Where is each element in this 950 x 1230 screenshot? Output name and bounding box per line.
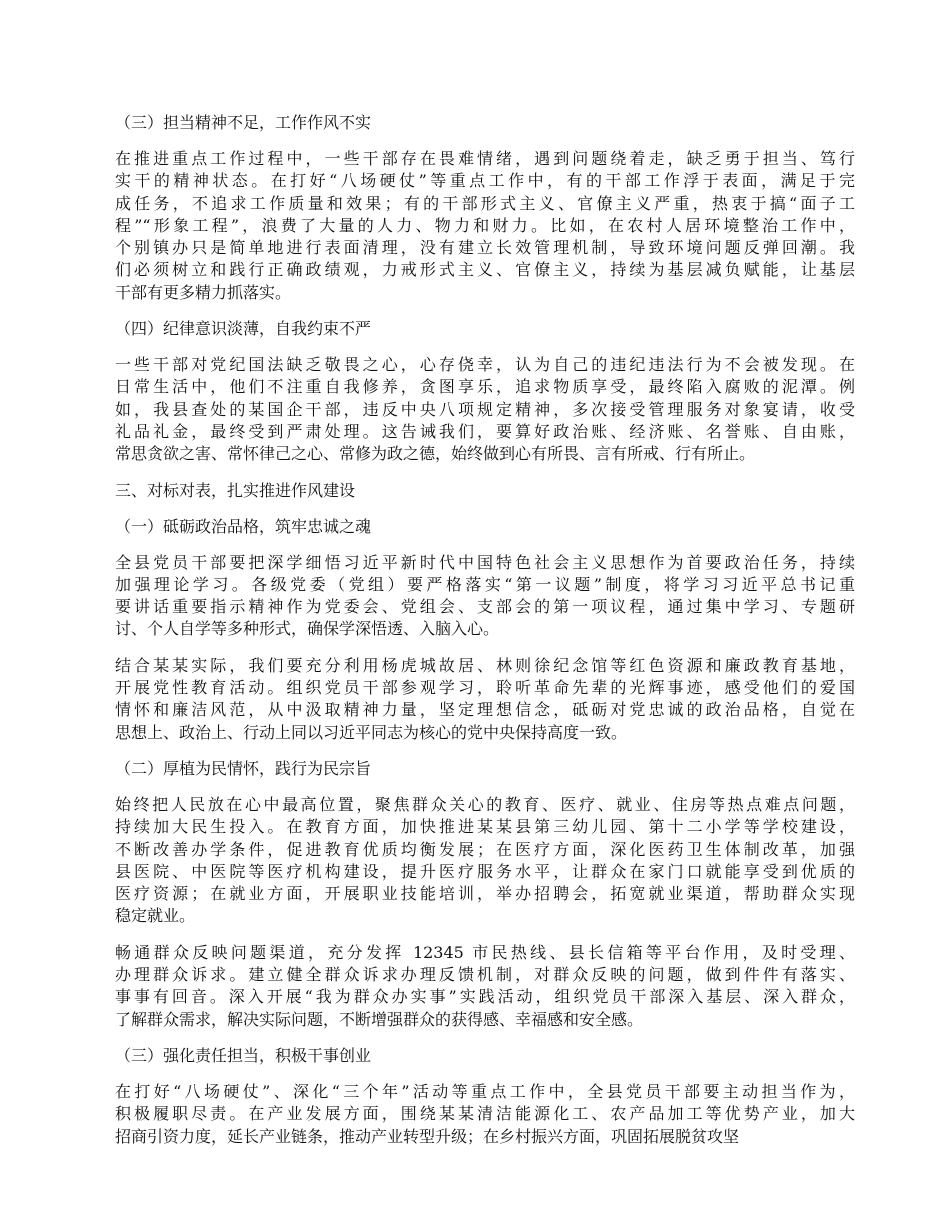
para-suQiu [115, 942, 855, 1031]
paragraph-line: 了解群众需求，解决实际问题，不断增强群众的获得感、幸福感和安全感。 [115, 1009, 644, 1029]
paragraph-line: 县医院、中医院等医疗机构建设，提升医疗服务水平，让群众在家门口就能享受到优质的 [115, 861, 855, 881]
paragraph-line: 成任务，不追求工作质量和效果；有的干部形式主义、官僚主义严重，热衷于搞“面子工 [115, 193, 855, 213]
heading-section-3: 三、对标对表，扎实推进作风建设 [115, 480, 356, 500]
paragraph-line: 要讲话重要指示精神作为党委会、党组会、支部会的第一项议程，通过集中学习、专题研 [115, 597, 855, 617]
para-minSheng [115, 794, 855, 928]
paragraph-line: 稳定就业。 [115, 906, 196, 926]
para-danDang [115, 148, 855, 304]
paragraph-line: 日常生活中，他们不注重自我修养，贪图享乐，追求物质享受，最终陷入腐败的泥潭。例 [115, 377, 855, 397]
heading-3-3: （三）担当精神不足，工作作风不实 [115, 113, 372, 132]
paragraph-line: 个别镇办只是简单地进行表面清理，没有建立长效管理机制，导致环境问题反弹回潮。我 [115, 238, 855, 258]
paragraph-line: 不断改善办学条件，促进教育优质均衡发展；在医疗方面，深化医药卫生体制改革，加强 [115, 839, 855, 859]
paragraph-line: 实干的精神状态。在打好“八场硬仗”等重点工作中，有的干部工作浮于表面，满足于完 [115, 171, 855, 191]
paragraph-line: 礼品礼金，最终受到严肃处理。这告诫我们，要算好政治账、经济账、名誉账、自由账， [115, 421, 855, 441]
paragraph-line: 畅通群众反映问题渠道，充分发挥 12345 市民热线、县长信箱等平台作用，及时受理、 [115, 942, 855, 962]
paragraph-line: 如，我县查处的某国企干部，违反中央八项规定精神，多次接受管理服务对象宴请，收受 [115, 399, 855, 419]
paragraph-line: 思想上、政治上、行动上同以习近平同志为核心的党中央保持高度一致。 [115, 722, 628, 742]
paragraph-line: 讨、个人自学等多种形式，确保学深悟透、入脑入心。 [115, 619, 500, 639]
paragraph-line: 干部有更多精力抓落实。 [115, 282, 292, 302]
paragraph-line: 积极履职尽责。在产业发展方面，围绕某某清洁能源化工、农产品加工等优势产业，加大 [115, 1104, 855, 1124]
para-jiLv [115, 354, 855, 465]
paragraph-line: 全县党员干部要把深学细悟习近平新时代中国特色社会主义思想作为首要政治任务，持续 [115, 552, 855, 572]
paragraph-line: 常思贪欲之害、常怀律己之心、常修为政之德，始终做到心有所畏、言有所戒、行有所止。 [115, 444, 756, 464]
paragraph-line: 开展党性教育活动。组织党员干部参观学习，聆听革命先辈的光辉事迹，感受他们的爱国 [115, 678, 855, 698]
paragraph-line: 一些干部对党纪国法缺乏敬畏之心，心存侥幸，认为自己的违纪违法行为不会被发现。在 [115, 355, 855, 375]
para-zhengZhi [115, 552, 855, 641]
paragraph-line: 办理群众诉求。建立健全群众诉求办理反馈机制，对群众反映的问题，做到件件有落实、 [115, 965, 855, 985]
paragraph-line: 持续加大民生投入。在教育方面，加快推进某某县第三幼儿园、第十二小学等学校建设， [115, 817, 855, 837]
heading-3-4: （四）纪律意识淡薄，自我约束不严 [115, 319, 372, 339]
heading-s3-1: （一）砥砺政治品格，筑牢忠诚之魂 [115, 516, 372, 536]
paragraph-line: 情怀和廉洁风范，从中汲取精神力量，坚定理想信念，砥砺对党忠诚的政治品格，自觉在 [115, 700, 855, 720]
para-zeRen [115, 1081, 855, 1148]
paragraph-line: 们必须树立和践行正确政绩观，力戒形式主义、官僚主义，持续为基层减负赋能，让基层 [115, 260, 855, 280]
paragraph-line: 招商引资力度，延长产业链条，推动产业转型升级；在乡村振兴方面，巩固拓展脱贫攻坚 [115, 1126, 740, 1146]
paragraph-line: 在打好“八场硬仗”、深化“三个年”活动等重点工作中，全县党员干部要主动担当作为， [115, 1081, 855, 1101]
paragraph-line: 始终把人民放在心中最高位置，聚焦群众关心的教育、医疗、就业、住房等热点难点问题， [115, 794, 855, 814]
paragraph-line: 程”“形象工程”，浪费了大量的人力、物力和财力。比如，在农村人居环境整治工作中， [115, 215, 855, 235]
paragraph-line: 在推进重点工作过程中，一些干部存在畏难情绪，遇到问题绕着走，缺乏勇于担当、笃行 [115, 149, 855, 168]
paragraph-line: 事事有回音。深入开展“我为群众办实事”实践活动，组织党员干部深入基层、深入群众， [115, 987, 855, 1007]
document-page [115, 112, 855, 1162]
paragraph-line: 医疗资源；在就业方面，开展职业技能培训，举办招聘会，拓宽就业渠道，帮助群众实现 [115, 884, 855, 904]
paragraph-line: 加强理论学习。各级党委（党组）要严格落实“第一议题”制度，将学习习近平总书记重 [115, 574, 855, 594]
paragraph-line: 结合某某实际，我们要充分利用杨虎城故居、林则徐纪念馆等红色资源和廉政教育基地， [115, 655, 855, 675]
heading-s3-3: （三）强化责任担当，积极干事创业 [115, 1045, 372, 1065]
para-hongSe [115, 655, 855, 744]
heading-s3-2: （二）厚植为民情怀，践行为民宗旨 [115, 758, 372, 778]
